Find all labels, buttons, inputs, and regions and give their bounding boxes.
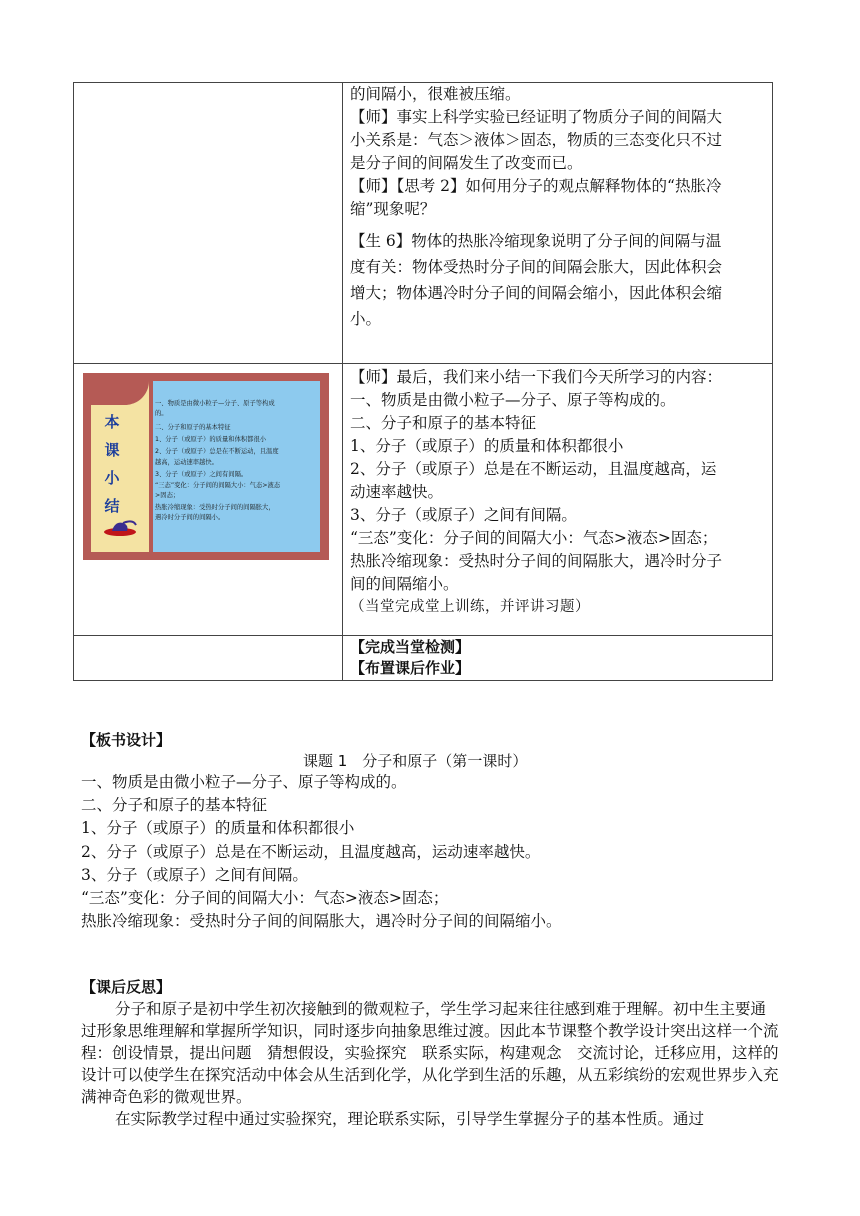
slide-text-line: 一、物质是由微小粒子—分子、原子等构成 (155, 400, 275, 407)
slide-text-line: 二、分子和原子的基本特征 (155, 424, 231, 431)
table-column-divider (342, 83, 343, 680)
board-line: 热胀冷缩现象：受热时分子间的间隔胀大，遇冷时分子间的间隔缩小。 (81, 912, 562, 930)
lesson-table (73, 82, 773, 681)
slide-text-line: 越高，运动速率越快。 (155, 459, 218, 466)
slide-title-char: 本 (104, 413, 120, 431)
board-line: 二、分子和原子的基本特征 (81, 796, 268, 814)
table-row-2-content (350, 366, 768, 619)
text-line: 增大；物体遇冷时分子间的间隔会缩小，因此体积会缩 (350, 284, 723, 302)
text-line: 的间隔小，很难被压缩。 (350, 85, 521, 103)
slide-text-line: 热胀冷缩现象：受热时分子间的间隔胀大， (155, 504, 275, 511)
text-line: 一、物质是由微小粒子—分子、原子等构成的。 (350, 391, 676, 409)
board-line: 3、分子（或原子）之间有间隔。 (81, 866, 308, 884)
slide-text-line: “三态”变化：分子间的间隔大小：气态>液态 (155, 482, 281, 489)
slide-hat-icon (103, 519, 137, 537)
reflection-body (81, 998, 781, 1130)
text-line: 【师】【思考 2】如何用分子的观点解释物体的“热胀冷 (350, 177, 722, 195)
text-line: 间的间隔缩小。 (350, 575, 459, 593)
slide-text-line: 3、分子（或原子）之间有间隔。 (155, 471, 248, 478)
text-line: （当堂完成堂上训练，并评讲习题） (350, 599, 590, 615)
table-row-divider (74, 635, 772, 636)
board-line: 1、分子（或原子）的质量和体积都很小 (81, 819, 355, 837)
text-line: 1、分子（或原子）的质量和体积都很小 (350, 437, 624, 455)
slide-text-line: 1、分子（或原子）的质量和体积都很小 (155, 436, 267, 443)
text-line: 3、分子（或原子）之间有间隔。 (350, 506, 577, 524)
text-line: 小。 (350, 310, 382, 328)
text-line: 【完成当堂检测】 (350, 638, 471, 656)
text-line: 是分子间的间隔发生了改变而已。 (350, 154, 583, 172)
slide-title-char: 结 (104, 497, 120, 515)
text-line: 小关系是：气态＞液体＞固态，物质的三态变化只不过 (350, 131, 723, 149)
text-line: 二、分子和原子的基本特征 (350, 414, 537, 432)
reflection-heading: 【课后反思】 (81, 978, 172, 996)
text-line: 动速率越快。 (350, 483, 444, 501)
summary-slide-image (83, 373, 329, 560)
slide-text-line: >固态； (155, 492, 180, 499)
board-line: 2、分子（或原子）总是在不断运动，且温度越高，运动速率越快。 (81, 843, 541, 861)
reflection-paragraph: 在实际教学过程中通过实验探究，理论联系实际，引导学生掌握分子的基本性质。通过 (115, 1110, 705, 1128)
slide-text-line: 2、分子（或原子）总是在不断运动，且温度 (155, 448, 279, 455)
table-row-divider (74, 363, 772, 364)
text-line: 【师】事实上科学实验已经证明了物质分子间的间隔大 (350, 108, 723, 126)
slide-title-char: 课 (104, 441, 120, 459)
board-line: “三态”变化：分子间的间隔大小：气态>液态>固态； (81, 889, 449, 907)
text-line: 【生 6】物体的热胀冷缩现象说明了分子间的间隔与温 (350, 232, 722, 250)
slide-text-line: 的。 (155, 410, 168, 417)
reflection-paragraph: 分子和原子是初中学生初次接触到的微观粒子，学生学习起来往往感到难于理解。初中生主要通过形象思维理解和掌握所学知识，同时逐步向抽象思维过渡。因此本节课整个教学设计突出这样一个流程：创设情景，提出问题 猜想假设，实验探究 联系实际，构建观念 交流讨论，迁移应用，这样的设计可以使学生在探究活动中体会从生活到化学，从化学到生活的乐趣，从五彩缤纷的宏观世界步入充满神奇色彩的微观世界。 (81, 1000, 779, 1106)
table-row-1-content (350, 83, 768, 332)
text-line: 热胀冷缩现象：受热时分子间的间隔胀大，遇冷时分子 (350, 552, 723, 570)
slide-text-line: 遇冷时分子间的间隔小。 (155, 514, 225, 521)
text-line: 【布置课后作业】 (350, 659, 471, 677)
board-line: 一、物质是由微小粒子—分子、原子等构成的。 (81, 773, 407, 791)
text-line: 【师】最后，我们来小结一下我们今天所学习的内容： (350, 368, 723, 386)
text-line: 2、分子（或原子）总是在不断运动，且温度越高，运 (350, 460, 717, 478)
text-line: 缩”现象呢？ (350, 200, 436, 218)
slide-title-char: 小 (104, 469, 120, 487)
board-design-heading: 【板书设计】 (81, 731, 172, 749)
table-row-3-content (350, 637, 768, 679)
text-line: 度有关：物体受热时分子间的间隔会胀大，因此体积会 (350, 258, 723, 276)
text-line: “三态”变化：分子间的间隔大小：气态>液态>固态； (350, 529, 718, 547)
board-design-title: 课题 1 分子和原子（第一课时） (303, 752, 528, 770)
